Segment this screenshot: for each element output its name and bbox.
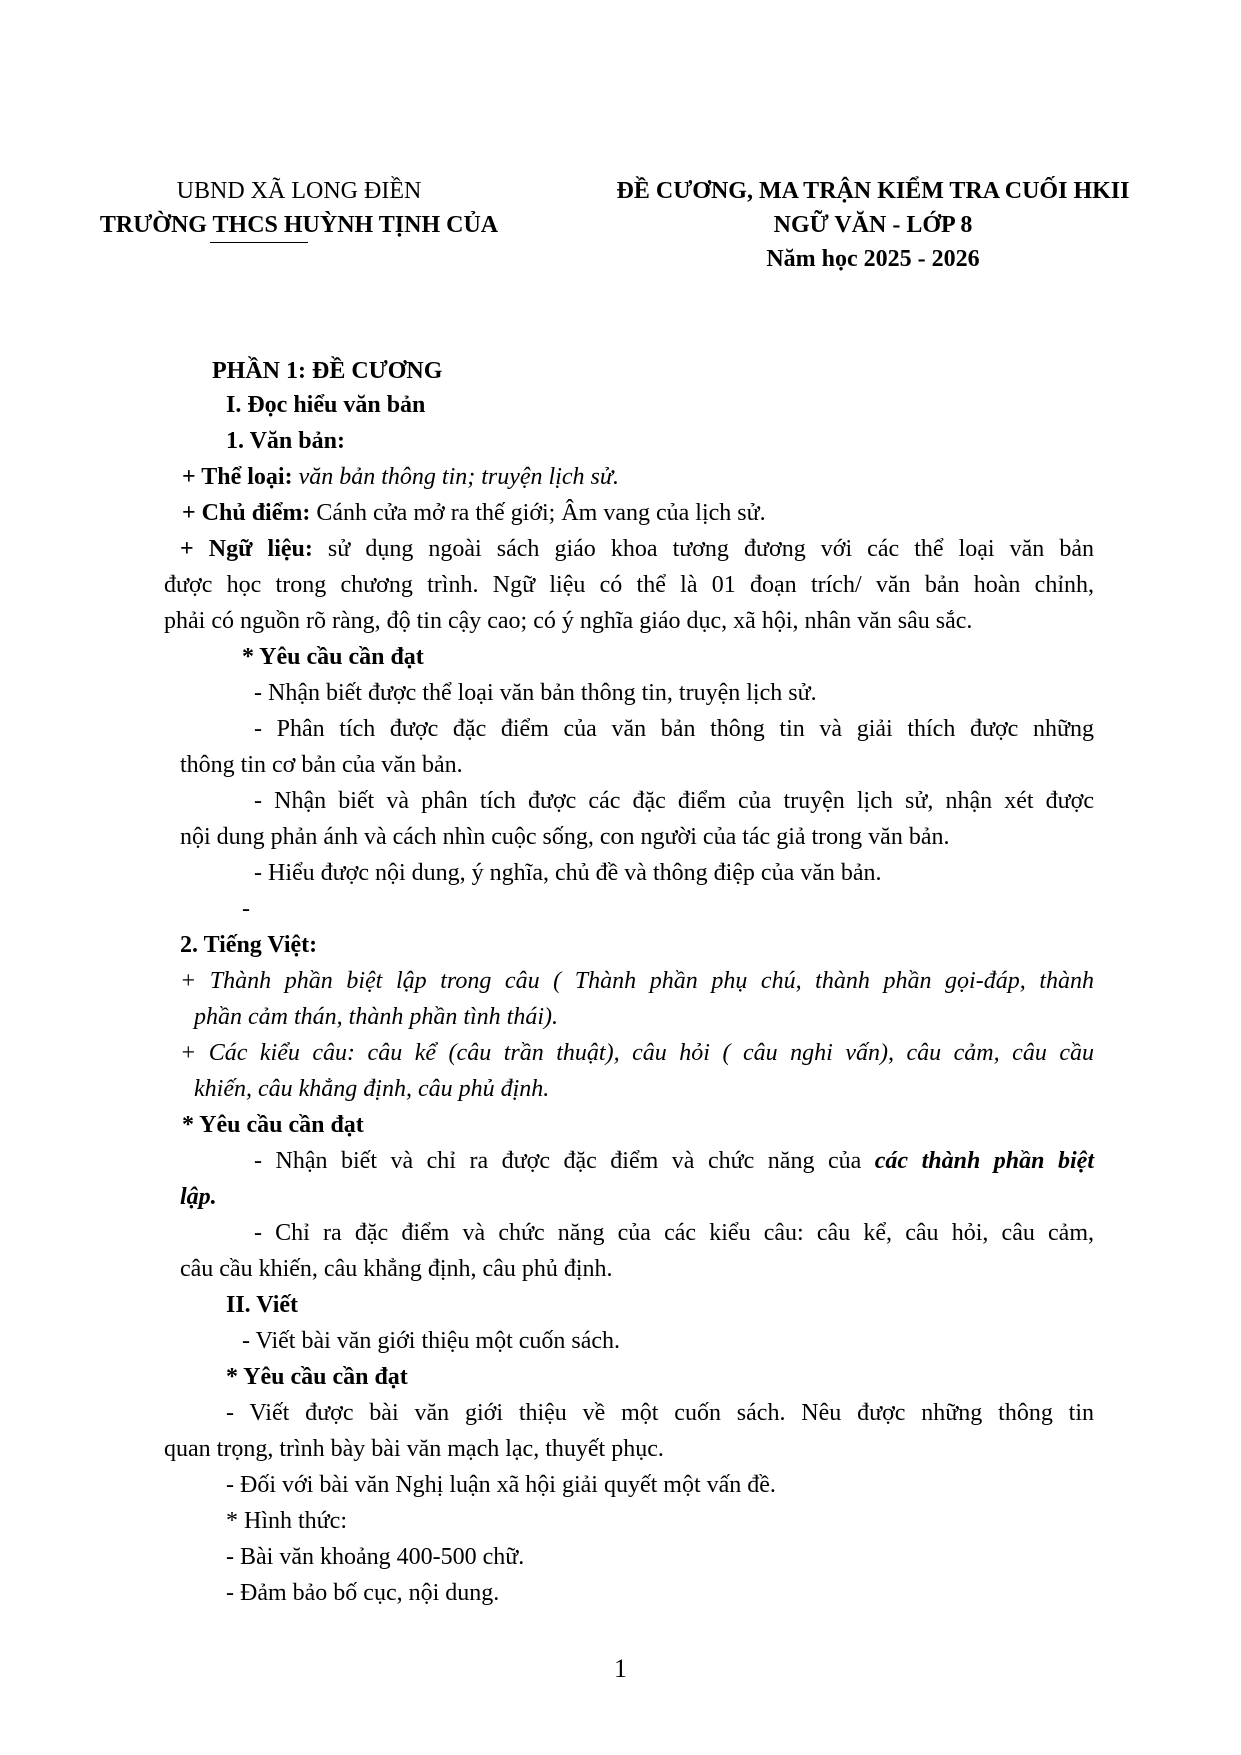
genre-label: + Thể loại: <box>182 464 293 490</box>
writing-requirement-1-line-2: quan trọng, trình bày bài văn mạch lạc, thuyết phục. <box>164 1436 664 1462</box>
vietnamese-requirement-2-line-2: câu cầu khiến, câu khẳng định, câu phủ định. <box>180 1256 613 1282</box>
form-heading: * Hình thức: <box>226 1508 347 1534</box>
emphasis-text: các thành phần biệt <box>874 1148 1094 1174</box>
subject-grade: NGỮ VĂN - LỚP 8 <box>773 212 973 238</box>
requirement-2-line-1: - Phân tích được đặc điểm của văn bản thông tin và giải thích được những <box>254 716 1094 742</box>
writing-task: - Viết bài văn giới thiệu một cuốn sách. <box>242 1328 621 1354</box>
requirements-heading-3: * Yêu cầu cần đạt <box>226 1364 408 1390</box>
material-label: + Ngữ liệu: <box>180 536 313 562</box>
material-line-3: phải có nguồn rõ ràng, độ tin cậy cao; có ý nghĩa giáo dục, xã hội, nhân văn sâu sắc. <box>164 608 973 634</box>
form-item-1: - Bài văn khoảng 400-500 chữ. <box>226 1544 525 1570</box>
requirement-2-line-2: thông tin cơ bản của văn bản. <box>180 752 463 778</box>
document-title: ĐỀ CƯƠNG, MA TRẬN KIỂM TRA CUỐI HKII <box>616 178 1130 204</box>
vietnamese-item-1-line-1: + Thành phần biệt lập trong câu ( Thành phần phụ chú, thành phần gọi-đáp, thành <box>180 968 1094 994</box>
requirement-1: - Nhận biết được thể loại văn bản thông tin, truyện lịch sử. <box>254 680 817 706</box>
vietnamese-requirement-2-line-1: - Chỉ ra đặc điểm và chức năng của các kiểu câu: câu kể, câu hỏi, câu cảm, <box>254 1220 1094 1246</box>
header-right <box>600 174 1146 276</box>
vietnamese-requirement-1-line-1: - Nhận biết và chỉ ra được đặc điểm và chức năng của các thành phần biệt <box>254 1148 1094 1174</box>
form-item-2: - Đảm bảo bố cục, nội dung. <box>226 1580 500 1606</box>
commune-name: UBND XÃ LONG ĐIỀN <box>176 178 422 204</box>
writing-requirement-1-line-1: - Viết được bài văn giới thiệu về một cuốn sách. Nêu được những thông tin <box>226 1400 1094 1426</box>
empty-dash: - <box>242 896 250 922</box>
part1-heading: PHẦN 1: ĐỀ CƯƠNG <box>212 358 443 384</box>
requirement-4: - Hiểu được nội dung, ý nghĩa, chủ đề và thông điệp của văn bản. <box>254 860 882 886</box>
school-name: TRƯỜNG THCS HUỲNH TỊNH CỦA <box>99 212 499 238</box>
section-reading-heading: I. Đọc hiểu văn bản <box>226 392 426 418</box>
vietnamese-item-2-line-1: + Các kiểu câu: câu kể (câu trần thuật), câu hỏi ( câu nghi vấn), câu cảm, câu cầu <box>180 1040 1094 1066</box>
subsection-text-heading: 1. Văn bản: <box>226 428 345 454</box>
genre-line <box>182 462 619 492</box>
theme-label: + Chủ điểm: <box>182 500 311 526</box>
vietnamese-requirement-1-line-2: lập. <box>180 1184 217 1210</box>
material-line-2: được học trong chương trình. Ngữ liệu có thể là 01 đoạn trích/ văn bản hoàn chỉnh, <box>164 572 1094 598</box>
material-line-1: + Ngữ liệu: sử dụng ngoài sách giáo khoa tương đương với các thể loại văn bản <box>180 536 1094 562</box>
requirements-heading-1: * Yêu cầu cần đạt <box>242 644 424 670</box>
theme-text: Cánh cửa mở ra thế giới; Âm vang của lịch sử. <box>310 500 766 526</box>
requirement-3-line-1: - Nhận biết và phân tích được các đặc điểm của truyện lịch sử, nhận xét được <box>254 788 1094 814</box>
page-number: 1 <box>614 1654 627 1683</box>
subsection-vietnamese-heading: 2. Tiếng Việt: <box>180 932 318 958</box>
genre-text: văn bản thông tin; truyện lịch sử. <box>292 464 619 490</box>
requirements-heading-2: * Yêu cầu cần đạt <box>182 1112 364 1138</box>
theme-line <box>182 498 766 528</box>
header-left <box>86 174 512 242</box>
writing-requirement-2: - Đối với bài văn Nghị luận xã hội giải quyết một vấn đề. <box>226 1472 776 1498</box>
requirement-3-line-2: nội dung phản ánh và cách nhìn cuộc sống, con người của tác giả trong văn bản. <box>180 824 950 850</box>
school-year: Năm học 2025 - 2026 <box>766 246 980 272</box>
section-writing-heading: II. Viết <box>226 1292 298 1318</box>
header-underline <box>210 242 308 243</box>
vietnamese-item-2-line-2: khiến, câu khẳng định, câu phủ định. <box>194 1076 550 1102</box>
vietnamese-item-1-line-2: phần cảm thán, thành phần tình thái). <box>194 1004 558 1030</box>
